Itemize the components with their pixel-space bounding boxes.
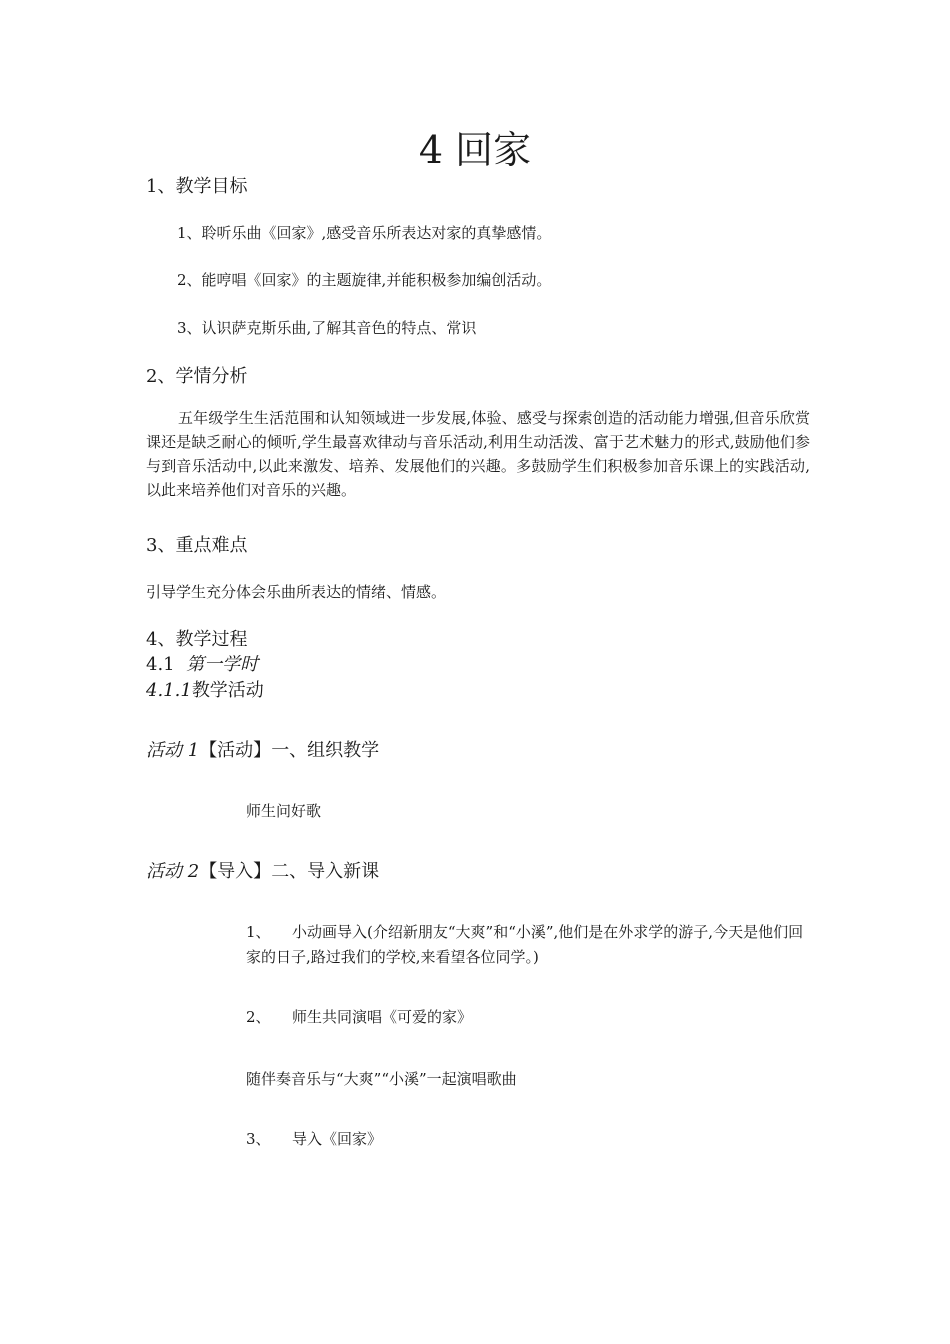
activity-1-content: 师生问好歌: [246, 802, 322, 820]
section-heading-keypoints: 3、重点难点: [146, 535, 248, 556]
subheading-teaching-activity: [146, 678, 264, 704]
activity-tag: 【活动】: [199, 740, 272, 761]
section-heading-analysis: 2、学情分析: [146, 366, 248, 387]
section-heading-goals: 1、教学目标: [146, 176, 248, 197]
goal-item-2: 2、能哼唱《回家》的主题旋律,并能积极参加编创活动。: [177, 271, 552, 289]
analysis-paragraph: 五年级学生生活范围和认知领域进一步发展,体验、感受与探索创造的活动能力增强,但音乐欣赏课还是缺乏耐心的倾听,学生最喜欢律动与音乐活动,利用生动活泼、富于艺术魅力的形式,鼓励他们参与到音乐活动中,以此来激发、培养、发展他们的兴趣。多鼓励学生们积极参加音乐课上的实践活动,以此来培养他们对音乐的兴趣。: [146, 409, 810, 499]
goal-item-1: 1、聆听乐曲《回家》,感受音乐所表达对家的真挚感情。: [177, 224, 552, 242]
activity-name: 二、导入新课: [271, 861, 380, 882]
subheading-label: 教学活动: [191, 680, 264, 701]
activity-1-heading: [146, 738, 379, 764]
document-title: 4 回家: [418, 128, 532, 172]
subheading-first-lesson: [146, 652, 258, 678]
step-text: 导入《回家》: [292, 1130, 383, 1148]
activity-2-step-2: [246, 1006, 472, 1028]
section-heading-process: 4、教学过程: [146, 629, 248, 650]
activity-2-step-1: [246, 920, 810, 970]
goal-item-3: 3、认识萨克斯乐曲,了解其音色的特点、常识: [177, 319, 477, 337]
subheading-number: 4.1.1: [146, 680, 192, 701]
activity-prefix: 活动 1: [146, 740, 200, 761]
activity-2-step-2-detail: 随伴奏音乐与“大爽”“小溪”一起演唱歌曲: [246, 1070, 517, 1088]
keypoints-text: 引导学生充分体会乐曲所表达的情绪、情感。: [146, 583, 447, 601]
step-text: 小动画导入(介绍新朋友“大爽”和“小溪”,他们是在外求学的游子,今天是他们回家的日子,路过我们的学校,来看望各位同学。): [246, 923, 804, 966]
step-text: 师生共同演唱《可爱的家》: [292, 1008, 473, 1026]
activity-tag: 【导入】: [199, 861, 272, 882]
activity-name: 一、组织教学: [271, 740, 380, 761]
activity-2-step-3: [246, 1128, 382, 1150]
activity-2-heading: [146, 859, 379, 885]
step-number: 1、: [246, 923, 271, 941]
step-number: 2、: [246, 1008, 271, 1026]
step-number: 3、: [246, 1130, 271, 1148]
subheading-label: 第一学时: [186, 654, 259, 675]
subheading-number: 4.1: [146, 654, 175, 675]
activity-prefix: 活动 2: [146, 861, 200, 882]
